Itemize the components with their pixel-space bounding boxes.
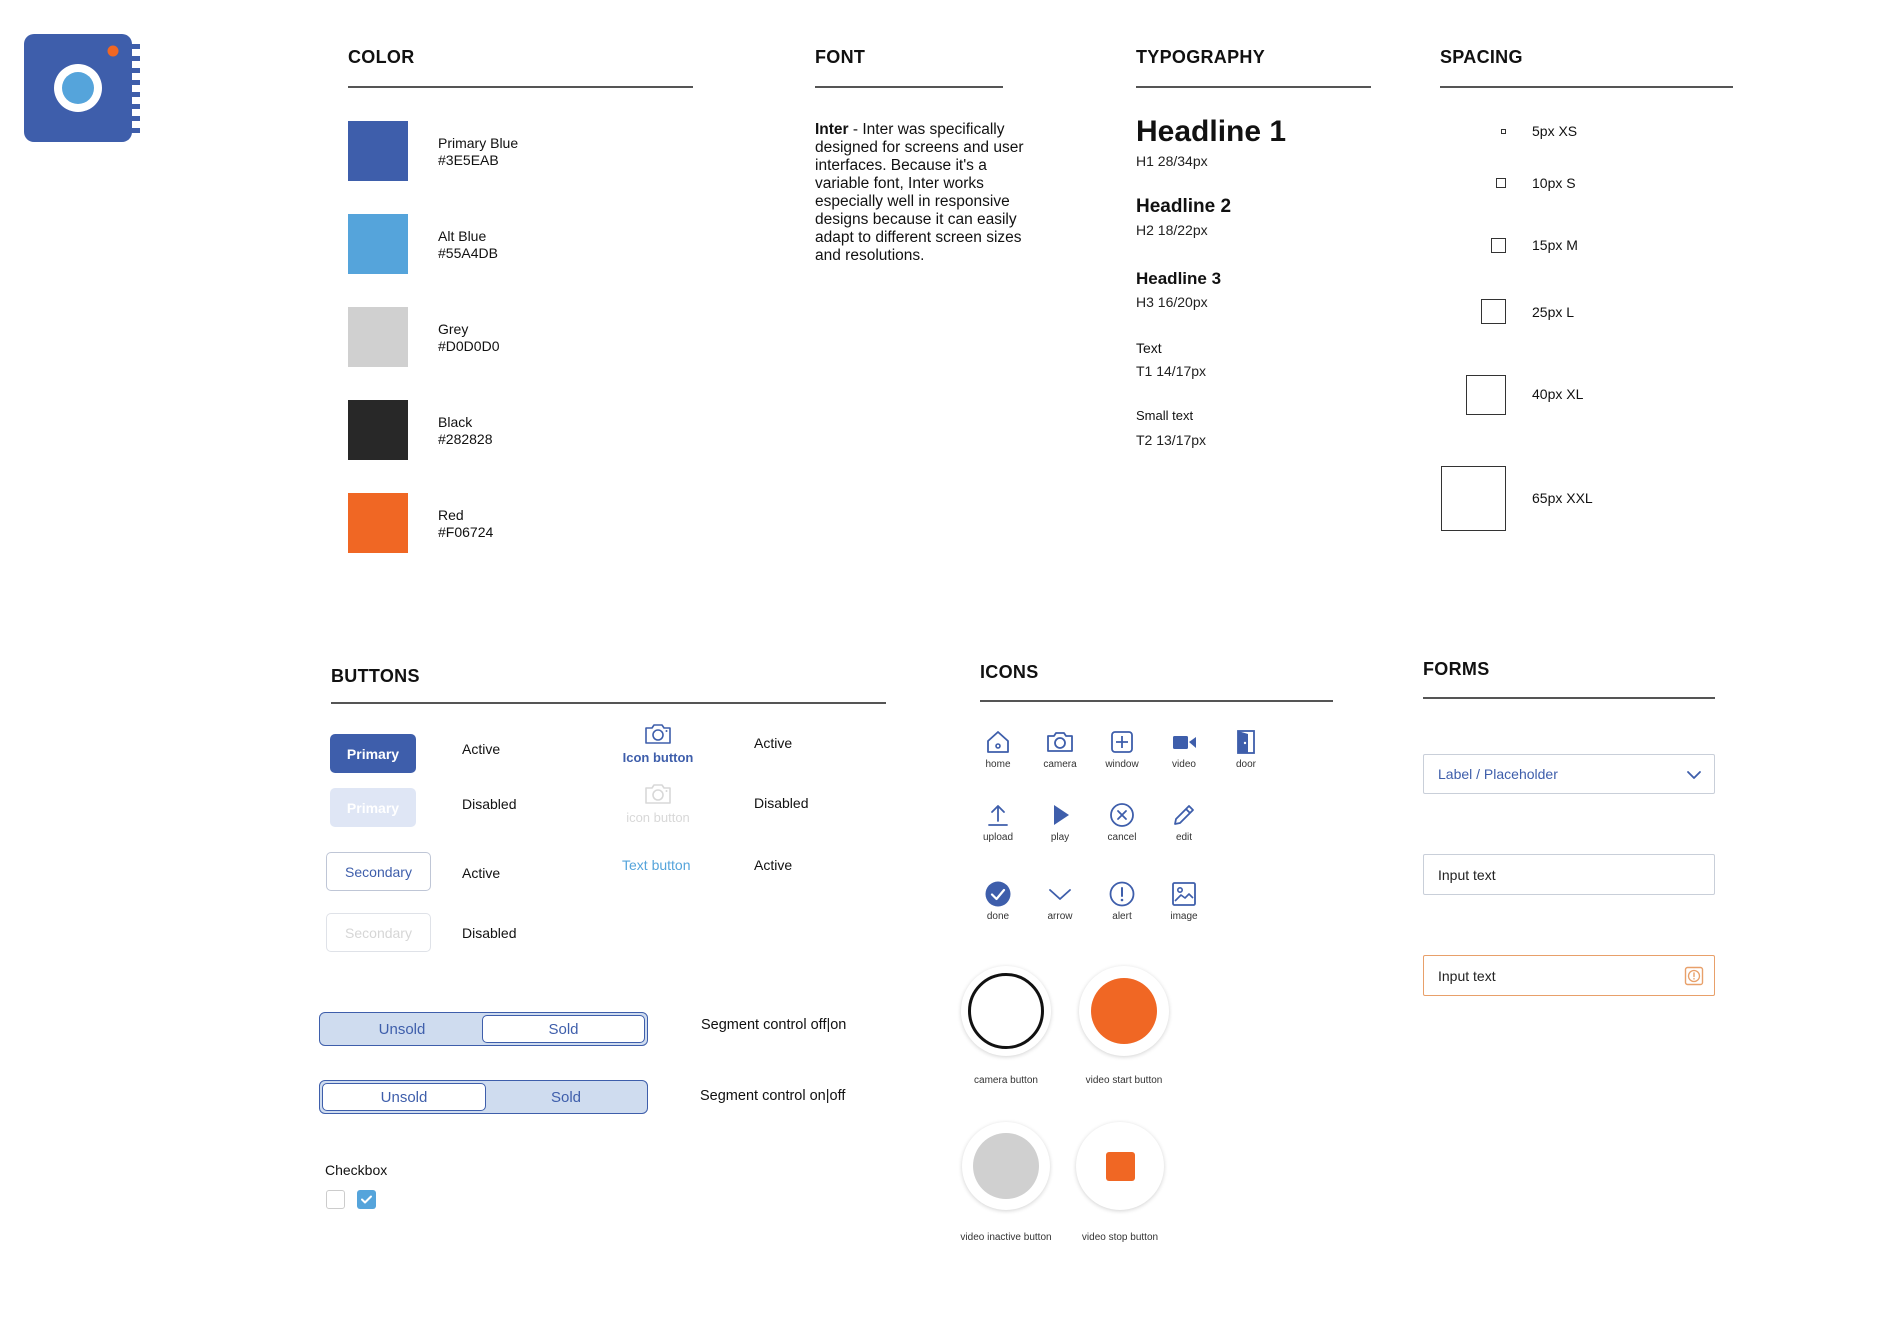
icon-tile-done: [968, 880, 1028, 922]
icon-label: window: [1105, 759, 1139, 770]
video-start-button[interactable]: [1079, 966, 1169, 1056]
color-section-rule: [348, 86, 693, 88]
font-name: Inter: [815, 121, 849, 138]
secondary-disabled-state: Disabled: [462, 925, 517, 941]
icon-tile-image: [1154, 880, 1214, 922]
headline-1-sample: Headline 1: [1136, 115, 1287, 148]
text-input-error[interactable]: [1423, 955, 1715, 996]
done-icon: [984, 880, 1012, 908]
video-inactive-dot: [973, 1133, 1039, 1199]
swatch-hex: #F06724: [438, 524, 494, 540]
icons-section-title: ICONS: [980, 662, 1039, 682]
text-spec: T1 14/17px: [1136, 363, 1207, 379]
icon-tile-video: [1154, 728, 1214, 770]
icon-label: edit: [1175, 832, 1193, 843]
select-dropdown[interactable]: [1423, 754, 1715, 794]
font-description-text: - Inter was specifically designed for screens and user interfaces. Because it's a variable font, Inter works especially well in responsive designs because it can easily adapt to different screen sizes and resolutions.: [815, 121, 1024, 264]
text-sample: Text: [1136, 340, 1162, 356]
swatch-alt-blue: [348, 214, 408, 274]
upload-icon: [984, 801, 1012, 829]
headline-3-sample: Headline 3: [1136, 269, 1222, 288]
icons-section-rule: [980, 700, 1333, 702]
app-logo: [24, 34, 142, 144]
primary-active-state: Active: [462, 741, 501, 757]
segment-caption-off-on: Segment control off|on: [701, 1017, 847, 1033]
icon-button-label: Icon button: [622, 750, 694, 765]
text-input-value: Input text: [1438, 866, 1496, 883]
spacing-xs-label: 5px XS: [1532, 123, 1578, 139]
camera-icon: [643, 782, 673, 806]
alert-icon: [1108, 880, 1136, 908]
arrow-down-icon: [1046, 880, 1074, 908]
segment-control-on-off: [319, 1080, 648, 1114]
swatch-name: Grey: [438, 321, 469, 337]
icon-tile-door: [1216, 728, 1276, 770]
spacing-s-box: [1496, 178, 1506, 188]
spacing-l-label: 25px L: [1532, 304, 1575, 320]
cancel-icon: [1108, 801, 1136, 829]
spacing-xxl-box: [1441, 466, 1506, 531]
secondary-button[interactable]: Secondary: [326, 852, 431, 891]
door-icon: [1232, 728, 1260, 756]
home-icon: [984, 728, 1012, 756]
swatch-hex: #282828: [438, 431, 493, 447]
swatch-name: Alt Blue: [438, 228, 487, 244]
icon-label: home: [985, 759, 1011, 770]
icon-tile-camera: [1030, 728, 1090, 770]
font-section-rule: [815, 86, 1003, 88]
headline-3-spec: H3 16/20px: [1136, 294, 1208, 310]
video-inactive-button-label: video inactive button: [960, 1232, 1052, 1243]
camera-button-label: camera button: [974, 1075, 1038, 1086]
icon-label: image: [1170, 911, 1198, 922]
typography-section-title: TYPOGRAPHY: [1136, 47, 1266, 67]
camera-app-logo-icon: [24, 34, 142, 144]
chevron-down-icon: [1686, 770, 1702, 780]
icon-button-active-state: Active: [754, 735, 793, 751]
video-start-button-label: video start button: [1085, 1075, 1163, 1086]
small-text-spec: T2 13/17px: [1136, 432, 1207, 448]
swatch-black-label: [438, 414, 493, 448]
edit-icon: [1170, 801, 1198, 829]
check-icon: [357, 1190, 376, 1209]
icon-tile-edit: [1154, 801, 1214, 843]
swatch-red-label: [438, 507, 493, 541]
swatch-hex: #3E5EAB: [438, 152, 499, 168]
swatch-hex: #D0D0D0: [438, 338, 500, 354]
spacing-m-label: 15px M: [1532, 237, 1578, 253]
segment-sold-selected[interactable]: Sold: [482, 1015, 645, 1043]
secondary-active-state: Active: [462, 865, 501, 881]
swatch-grey-label: [438, 321, 499, 355]
icon-label: done: [986, 911, 1010, 922]
primary-button[interactable]: Primary: [330, 734, 416, 773]
swatch-alt-blue-label: [438, 228, 498, 262]
icon-label: video: [1172, 759, 1196, 770]
text-button-active-state: Active: [754, 857, 793, 873]
font-section-title: FONT: [815, 47, 866, 67]
spacing-xxl-label: 65px XXL: [1532, 490, 1593, 506]
color-section-title: COLOR: [348, 47, 415, 67]
icon-tile-window: [1092, 728, 1152, 770]
font-description: [815, 121, 1037, 265]
primary-disabled-state: Disabled: [462, 796, 517, 812]
icon-tile-play: [1030, 801, 1090, 843]
swatch-black: [348, 400, 408, 460]
secondary-button-disabled: Secondary: [326, 913, 431, 952]
swatch-name: Red: [438, 507, 464, 523]
buttons-section-title: BUTTONS: [331, 666, 420, 686]
image-icon: [1170, 880, 1198, 908]
icon-tile-cancel: [1092, 801, 1152, 843]
headline-2-sample: Headline 2: [1136, 196, 1232, 217]
select-placeholder: Label / Placeholder: [1438, 766, 1558, 782]
spacing-xs-box: [1501, 129, 1506, 134]
camera-button[interactable]: [961, 966, 1051, 1056]
icon-label: arrow: [1047, 911, 1073, 922]
segment-caption-on-off: Segment control on|off: [700, 1088, 846, 1104]
icon-label: play: [1050, 832, 1070, 843]
icon-tile-home: [968, 728, 1028, 770]
spacing-xl-label: 40px XL: [1532, 386, 1584, 402]
icon-button-disabled-state: Disabled: [754, 795, 809, 811]
video-stop-square: [1106, 1152, 1135, 1181]
spacing-section-title: SPACING: [1440, 47, 1523, 67]
checkbox-label: Checkbox: [325, 1162, 388, 1178]
forms-section-title: FORMS: [1423, 659, 1490, 679]
typography-section-rule: [1136, 86, 1371, 88]
spacing-section-rule: [1440, 86, 1733, 88]
icon-label: camera: [1043, 759, 1077, 770]
play-icon: [1046, 801, 1074, 829]
icon-label: alert: [1112, 911, 1132, 922]
swatch-red: [348, 493, 408, 553]
headline-1-spec: H1 28/34px: [1136, 153, 1208, 169]
camera-icon: [1045, 728, 1075, 756]
swatch-name: Black: [438, 414, 473, 430]
camera-button-ring: [968, 973, 1044, 1049]
swatch-primary-blue: [348, 121, 408, 181]
error-alert-icon: [1684, 966, 1704, 986]
swatch-name: Primary Blue: [438, 135, 519, 151]
text-input-error-value: Input text: [1438, 967, 1496, 984]
video-stop-button[interactable]: [1076, 1122, 1164, 1210]
icon-button-disabled-label: icon button: [626, 810, 690, 825]
text-input[interactable]: [1423, 854, 1715, 895]
icon-tile-arrow: [1030, 880, 1090, 922]
icon-tile-alert: [1092, 880, 1152, 922]
forms-section-rule: [1423, 697, 1715, 699]
spacing-m-box: [1491, 238, 1506, 253]
swatch-primary-blue-label: [438, 135, 518, 169]
video-inactive-button: [962, 1122, 1050, 1210]
segment-unsold-selected[interactable]: Unsold: [322, 1083, 486, 1111]
icon-label: upload: [982, 832, 1014, 843]
video-start-dot: [1091, 978, 1157, 1044]
segment-sold[interactable]: Sold: [550, 1088, 582, 1106]
icon-button[interactable]: [612, 722, 704, 765]
swatch-grey: [348, 307, 408, 367]
text-button[interactable]: Text button: [622, 857, 691, 873]
segment-unsold[interactable]: Unsold: [378, 1020, 426, 1038]
swatch-hex: #55A4DB: [438, 245, 498, 261]
small-text-sample: Small text: [1136, 408, 1194, 423]
spacing-l-box: [1481, 299, 1506, 324]
spacing-s-label: 10px S: [1532, 175, 1576, 191]
camera-icon: [643, 722, 673, 746]
window-icon: [1108, 728, 1136, 756]
video-stop-button-label: video stop button: [1081, 1232, 1159, 1243]
segment-control-off-on: [319, 1012, 648, 1046]
spacing-xl-box: [1466, 375, 1506, 415]
icon-button-disabled: [612, 782, 704, 825]
icon-label: door: [1235, 759, 1256, 770]
video-icon: [1170, 728, 1198, 756]
checkbox-checked[interactable]: [357, 1190, 376, 1209]
icon-tile-upload: [968, 801, 1028, 843]
buttons-section-rule: [331, 702, 886, 704]
checkbox-unchecked[interactable]: [326, 1190, 345, 1209]
icon-label: cancel: [1107, 832, 1137, 843]
primary-button-disabled: Primary: [330, 788, 416, 827]
headline-2-spec: H2 18/22px: [1136, 222, 1208, 238]
